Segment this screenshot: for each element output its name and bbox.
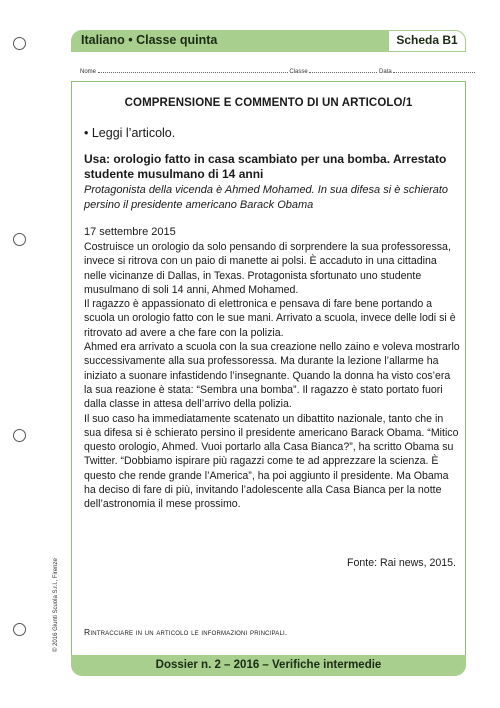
sheet-label: Scheda B1 xyxy=(388,30,466,52)
article-subheading: Protagonista della vicenda è Ahmed Mohamed. In sua difesa si è schierato persino il presidente americano Barack Obama xyxy=(84,184,449,211)
header-bar xyxy=(71,30,466,52)
article-headline: Usa: orologio fatto in casa scambiato per una bomba. Arrestato studente musulmano di 14 anni xyxy=(84,152,447,181)
article-paragraph: Costruisce un orologio da solo pensando di sorprendere la sua professoressa, invece si ritrova con un paio di manette ai polsi. È accaduto in una cittadina nelle vicinanze di Dallas, in Texas. Protagonista sfortunato uno studente musulmano di soli 14 anni, Ahmed Mohamed. xyxy=(84,241,451,296)
binder-hole xyxy=(13,623,26,636)
nome-field[interactable] xyxy=(98,67,288,73)
page-title: COMPRENSIONE E COMMENTO DI UN ARTICOLO/1 xyxy=(124,97,413,109)
student-info-row xyxy=(80,67,460,75)
binder-hole xyxy=(13,37,26,50)
article-source: Fonte: Rai news, 2015. xyxy=(347,557,456,569)
article-body xyxy=(84,240,460,512)
data-field[interactable] xyxy=(393,67,475,73)
learning-objective: Rintracciare in un articolo le informazioni principali. xyxy=(84,627,288,637)
article-paragraph: Ahmed era arrivato a scuola con la sua creazione nello zaino e voleva mostrarlo successivamente alla sua professoressa. Ma durante la lezione l’allarme ha iniziato a suonare infastidendo l’insegnante. Quando la donna ha visto cos’era la sua reazione è stata: “Sembra una bomba”. Il ragazzo è stato portato fuori dalla classe in attesa dell’arrivo della polizia. xyxy=(84,341,460,411)
copyright-notice: © 2016 Giunti Scuola S.r.l., Firenze xyxy=(53,558,59,652)
subject-label: Italiano • Classe quinta xyxy=(81,33,218,47)
binder-hole xyxy=(13,233,26,246)
classe-label: Classe xyxy=(289,69,308,75)
instruction: • Leggi l’articolo. xyxy=(84,126,176,140)
data-label: Data xyxy=(379,69,392,75)
article-date: 17 settembre 2015 xyxy=(84,226,176,238)
article-paragraph: Il ragazzo è appassionato di elettronica e pensava di fare bene portando a scuola un orologio fatto con le sue mani. Arrivato a scuola, invece delle lodi si è ritrovato ad avere a che fare con la polizia. xyxy=(84,298,456,339)
classe-field[interactable] xyxy=(309,67,377,73)
nome-label: Nome xyxy=(80,69,97,75)
binder-hole xyxy=(13,429,26,442)
footer-bar: Dossier n. 2 – 2016 – Verifiche intermedie xyxy=(71,655,466,676)
article-paragraph: Il suo caso ha immediatamente scatenato un dibattito nazionale, tanto che in sua difesa si è schierato persino il presidente americano Barack Obama. “Mitico questo orologio, Ahmed. Vuoi portarlo alla Casa Bianca?”, ha scritto Obama su Twitter. “Dobbiamo ispirare più ragazzi come te ad apprezzare la scienza. È questo che rende grande l’America”, ha poi aggiunto il presidente. Ma Obama ha deciso di fare di più, invitando l’adolescente alla Casa Bianca per la notte dell’astronomia il mese prossimo. xyxy=(84,412,459,511)
